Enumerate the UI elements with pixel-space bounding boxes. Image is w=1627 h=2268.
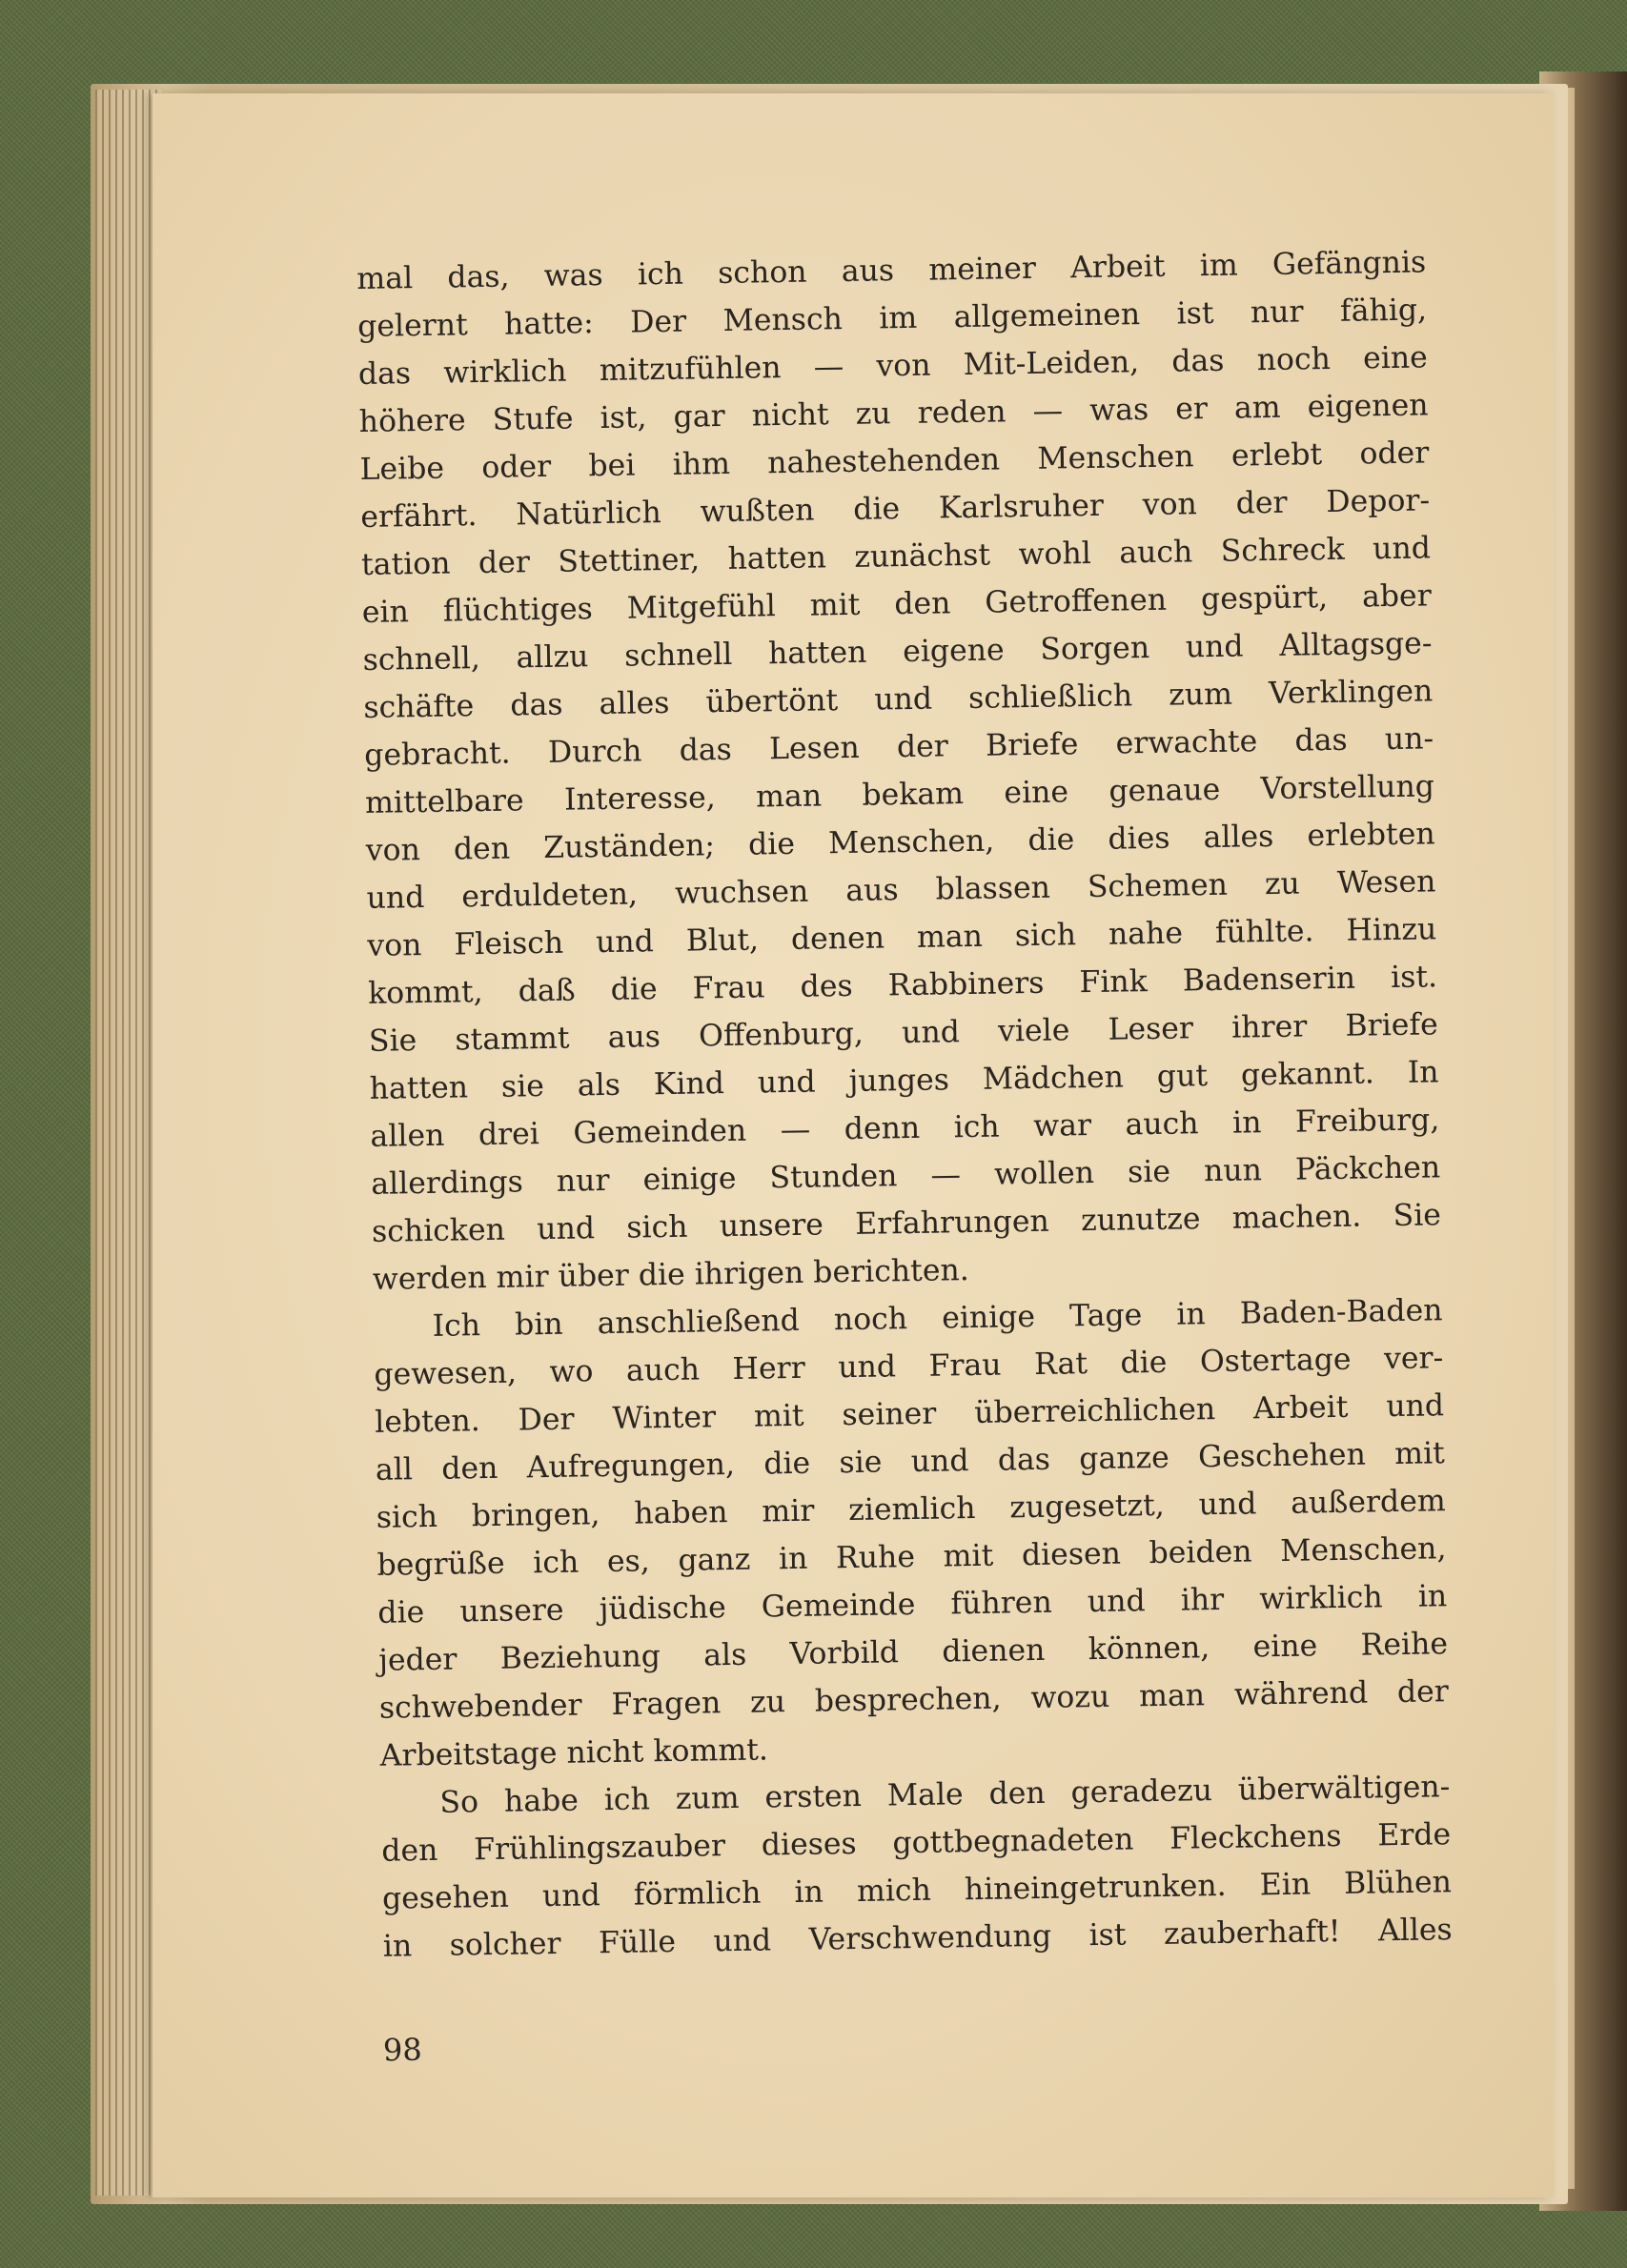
text-line: höhere Stufe ist, gar nicht zu reden — was er am eigenen — [358, 388, 1429, 439]
text-line: hatten sie als Kind und junges Mädchen gut gekannt. In — [369, 1055, 1439, 1106]
text-line: gesehen und förmlich in mich hineingetrunken. Ein Blühen — [381, 1865, 1453, 1916]
text-line: jeder Beziehung als Vorbild dienen können, eine Reihe — [377, 1627, 1449, 1678]
text-line: all den Aufregungen, die sie und das ganze Geschehen mit — [375, 1436, 1446, 1488]
text-line: werden mir über die ihrigen berichten. — [372, 1253, 970, 1297]
text-line: Ich bin anschließend noch einige Tage in Baden-Baden — [432, 1293, 1443, 1344]
text-line: mittelbare Interesse, man bekam eine genaue Vorstellung — [364, 769, 1435, 820]
text-line: schicken und sich unsere Erfahrungen zunutze machen. Sie — [371, 1198, 1442, 1249]
text-line: gelernt hatte: Der Mensch im allgemeinen ist nur fähig, — [356, 293, 1428, 344]
text-line: Sie stammt aus Offenburg, und viele Leser ihrer Briefe — [368, 1007, 1439, 1059]
text-line: begrüße ich es, ganz in Ruhe mit diesen beiden Menschen, — [376, 1531, 1447, 1583]
text-line: So habe ich zum ersten Male den geradezu überwältigen- — [439, 1770, 1451, 1820]
paragraph-1 — [356, 238, 1442, 1303]
text-line: lebten. Der Winter mit seiner überreichlichen Arbeit und — [374, 1388, 1445, 1440]
text-line: von den Zuständen; die Menschen, die dies alles erlebten — [365, 817, 1435, 868]
page-number: 98 — [382, 2031, 423, 2069]
text-line: allen drei Gemeinden — denn ich war auch in Freiburg, — [370, 1103, 1440, 1154]
text-line: die unsere jüdische Gemeinde führen und ihr wirklich in — [377, 1579, 1448, 1630]
text-line: tation der Stettiner, hatten zunächst wohl auch Schreck und — [360, 531, 1432, 582]
text-line: Arbeitstage nicht kommt. — [379, 1732, 769, 1773]
page-text — [356, 238, 1453, 1970]
text-line: Leibe oder bei ihm nahestehenden Menschen erlebt oder — [359, 435, 1430, 487]
paragraph-3 — [380, 1763, 1453, 1971]
text-line: sich bringen, haben mir ziemlich zugesetzt, und außerdem — [376, 1484, 1446, 1535]
text-line: gebracht. Durch das Lesen der Briefe erwachte das un- — [363, 721, 1434, 773]
text-line: erfährt. Natürlich wußten die Karlsruher von der Depor- — [360, 483, 1431, 535]
text-line: schwebender Fragen zu besprechen, wozu man während der — [378, 1674, 1450, 1726]
text-line: schnell, allzu schnell hatten eigene Sorgen und Alltagsge- — [362, 626, 1433, 678]
text-line: mal das, was ich schon aus meiner Arbeit im Gefängnis — [356, 245, 1427, 296]
text-line: das wirklich mitzufühlen — von Mit-Leiden, das noch eine — [357, 340, 1429, 392]
text-line: schäfte das alles übertönt und schließlich zum Verklingen — [363, 674, 1434, 725]
text-line: und erduldeten, wuchsen aus blassen Schemen zu Wesen — [366, 864, 1436, 916]
text-line: gewesen, wo auch Herr und Frau Rat die Ostertage ver- — [374, 1341, 1444, 1392]
text-line: kommt, daß die Frau des Rabbiners Fink Badenserin ist. — [367, 960, 1438, 1011]
text-line: ein flüchtiges Mitgefühl mit den Getroffenen gespürt, aber — [361, 578, 1433, 630]
paragraph-2 — [373, 1286, 1450, 1780]
text-line: allerdings nur einige Stunden — wollen sie nun Päckchen — [371, 1150, 1441, 1202]
text-line: in solcher Fülle und Verschwendung ist zauberhaft! Alles — [382, 1913, 1453, 1964]
text-line: von Fleisch und Blut, denen man sich nahe fühlte. Hinzu — [367, 912, 1437, 963]
text-line: den Frühlingszauber dieses gottbegnadeten Fleckchens Erde — [381, 1817, 1452, 1869]
